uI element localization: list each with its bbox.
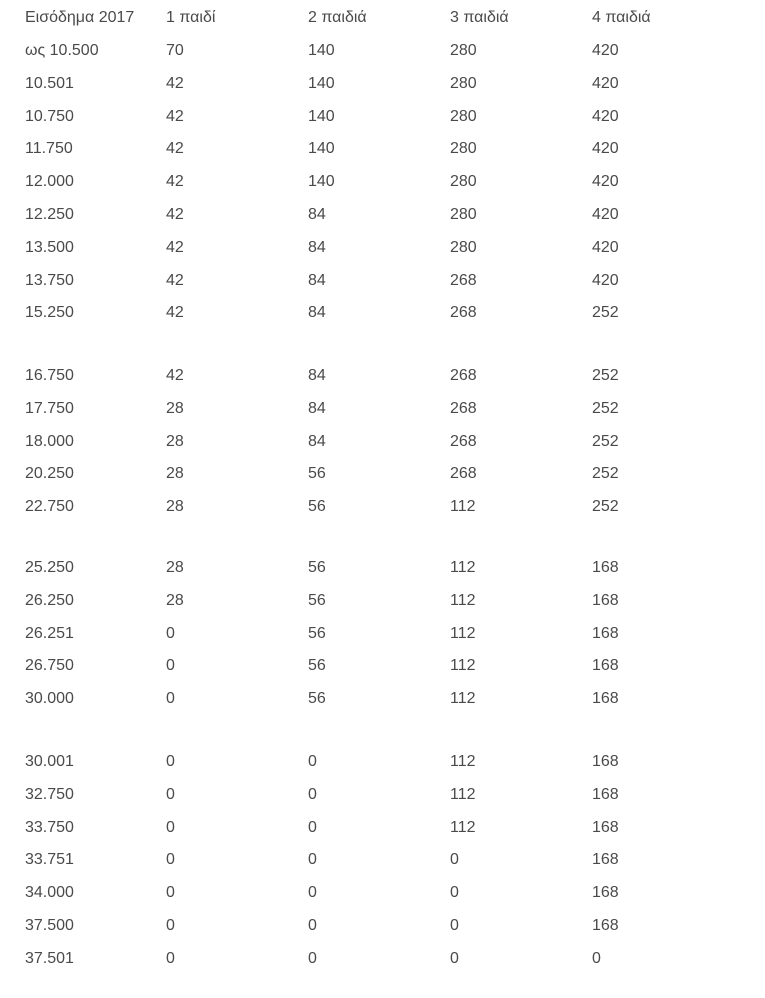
cell-four-children: 168 [592,624,619,642]
table-row [0,425,765,458]
cell-three-children: 280 [450,42,477,59]
cell-one-child: 42 [166,271,184,289]
cell-four-children: 168 [592,591,619,609]
cell-income: 10.501 [25,74,74,92]
cell-one-child: 28 [166,465,184,483]
cell-two-children: 56 [308,624,326,642]
cell-four-children: 0 [592,949,601,967]
cell-income: 22.750 [25,498,74,516]
cell-two-children: 84 [308,432,326,450]
cell-one-child: 0 [166,949,175,967]
cell-income: 25.250 [25,559,74,576]
cell-three-children: 0 [450,949,459,967]
cell-three-children: 280 [450,173,477,191]
table-row [0,843,765,876]
cell-income: 12.000 [25,173,74,191]
cell-one-child: 0 [166,884,175,902]
cell-three-children: 280 [450,238,477,256]
cell-three-children: 0 [450,851,459,869]
table-row [0,649,765,682]
cell-four-children: 420 [592,238,619,256]
table-row [0,100,765,133]
table-row [0,551,765,584]
cell-two-children: 56 [308,559,326,576]
table-header-row [0,1,765,34]
table-row [0,67,765,100]
cell-four-children: 420 [592,271,619,289]
header-2-children: 2 παιδιά [308,9,367,26]
cell-four-children: 420 [592,42,619,59]
cell-three-children: 268 [450,465,477,483]
table-row [0,584,765,617]
cell-income: 26.250 [25,591,74,609]
cell-two-children: 140 [308,42,335,59]
cell-one-child: 28 [166,399,184,417]
table-row [0,778,765,811]
cell-four-children: 420 [592,107,619,125]
cell-one-child: 42 [166,367,184,384]
cell-four-children: 168 [592,818,619,836]
cell-four-children: 252 [592,304,619,322]
cell-three-children: 112 [450,657,476,675]
cell-two-children: 56 [308,465,326,483]
cell-one-child: 42 [166,173,184,191]
cell-income: 20.250 [25,465,74,483]
cell-three-children: 112 [450,785,476,803]
table-row [0,876,765,909]
cell-four-children: 252 [592,367,619,384]
table-row [0,34,765,67]
cell-one-child: 0 [166,690,175,708]
cell-one-child: 70 [166,42,184,59]
table-row [0,264,765,297]
cell-one-child: 0 [166,917,175,934]
cell-one-child: 42 [166,304,184,322]
cell-three-children: 112 [450,591,476,609]
cell-income: 26.251 [25,624,74,642]
cell-four-children: 420 [592,74,619,92]
cell-two-children: 84 [308,304,326,322]
cell-three-children: 112 [450,624,476,642]
cell-two-children: 140 [308,107,335,125]
cell-three-children: 280 [450,74,477,92]
cell-two-children: 0 [308,949,317,967]
cell-income: 13.500 [25,238,74,256]
table-row [0,490,765,523]
cell-income: 17.750 [25,399,74,417]
cell-four-children: 168 [592,690,619,708]
header-3-children: 3 παιδιά [450,9,509,26]
cell-two-children: 0 [308,818,317,836]
table-row [0,811,765,844]
table-row [0,296,765,329]
cell-income: 32.750 [25,785,74,803]
cell-four-children: 420 [592,173,619,191]
cell-two-children: 0 [308,884,317,902]
cell-four-children: 168 [592,785,619,803]
cell-three-children: 268 [450,304,477,322]
cell-four-children: 168 [592,657,619,675]
cell-two-children: 56 [308,657,326,675]
cell-one-child: 42 [166,140,184,158]
cell-four-children: 168 [592,851,619,869]
cell-one-child: 28 [166,591,184,609]
cell-income: 37.500 [25,917,74,934]
table-row [0,745,765,778]
cell-two-children: 84 [308,367,326,384]
cell-two-children: 56 [308,591,326,609]
cell-two-children: 84 [308,238,326,256]
cell-income: 18.000 [25,432,74,450]
cell-one-child: 28 [166,559,184,576]
cell-three-children: 280 [450,107,477,125]
cell-three-children: 112 [450,690,476,708]
cell-income: ως 10.500 [25,42,99,59]
cell-income: 33.750 [25,818,74,836]
cell-three-children: 112 [450,559,476,576]
table-row [0,392,765,425]
cell-four-children: 252 [592,432,619,450]
header-income: Εισόδημα 2017 [25,9,135,26]
cell-income: 34.000 [25,884,74,902]
cell-one-child: 42 [166,107,184,125]
cell-three-children: 112 [450,753,476,770]
cell-two-children: 84 [308,206,326,223]
cell-one-child: 0 [166,851,175,869]
cell-three-children: 280 [450,140,477,158]
cell-income: 30.000 [25,690,74,708]
cell-three-children: 280 [450,206,477,223]
table-row [0,909,765,942]
table-row [0,231,765,264]
cell-three-children: 112 [450,818,476,836]
cell-one-child: 0 [166,818,175,836]
cell-four-children: 168 [592,884,619,902]
table-row [0,617,765,650]
table-row [0,132,765,165]
cell-three-children: 268 [450,271,477,289]
cell-four-children: 252 [592,399,619,417]
header-1-child: 1 παιδί [166,9,216,26]
cell-one-child: 0 [166,624,175,642]
cell-income: 33.751 [25,851,74,869]
table-row [0,682,765,715]
cell-four-children: 168 [592,559,619,576]
cell-income: 16.750 [25,367,74,384]
cell-three-children: 268 [450,432,477,450]
cell-two-children: 140 [308,74,335,92]
cell-three-children: 268 [450,367,477,384]
cell-one-child: 0 [166,753,175,770]
cell-one-child: 42 [166,238,184,256]
cell-four-children: 168 [592,917,619,934]
cell-income: 13.750 [25,271,74,289]
cell-income: 30.001 [25,753,74,770]
cell-two-children: 56 [308,690,326,708]
table-row [0,359,765,392]
cell-two-children: 140 [308,173,335,191]
cell-two-children: 140 [308,140,335,158]
cell-two-children: 0 [308,785,317,803]
cell-income: 15.250 [25,304,74,322]
table-row [0,457,765,490]
cell-four-children: 420 [592,206,619,223]
cell-two-children: 0 [308,753,317,770]
cell-income: 11.750 [25,140,73,158]
cell-one-child: 0 [166,785,175,803]
cell-income: 37.501 [25,949,74,967]
cell-one-child: 28 [166,432,184,450]
cell-one-child: 0 [166,657,175,675]
table-row [0,198,765,231]
cell-income: 12.250 [25,206,74,223]
cell-three-children: 0 [450,884,459,902]
cell-four-children: 252 [592,498,619,516]
cell-three-children: 0 [450,917,459,934]
cell-four-children: 420 [592,140,619,158]
cell-four-children: 168 [592,753,619,770]
cell-two-children: 0 [308,851,317,869]
cell-two-children: 56 [308,498,326,516]
cell-one-child: 28 [166,498,184,516]
cell-one-child: 42 [166,74,184,92]
cell-two-children: 84 [308,399,326,417]
cell-two-children: 0 [308,917,317,934]
cell-one-child: 42 [166,206,184,223]
cell-three-children: 268 [450,399,477,417]
cell-two-children: 84 [308,271,326,289]
cell-four-children: 252 [592,465,619,483]
cell-income: 26.750 [25,657,74,675]
table-row [0,165,765,198]
cell-income: 10.750 [25,107,74,125]
table-row [0,942,765,975]
header-4-children: 4 παιδιά [592,9,651,26]
cell-three-children: 112 [450,498,476,516]
